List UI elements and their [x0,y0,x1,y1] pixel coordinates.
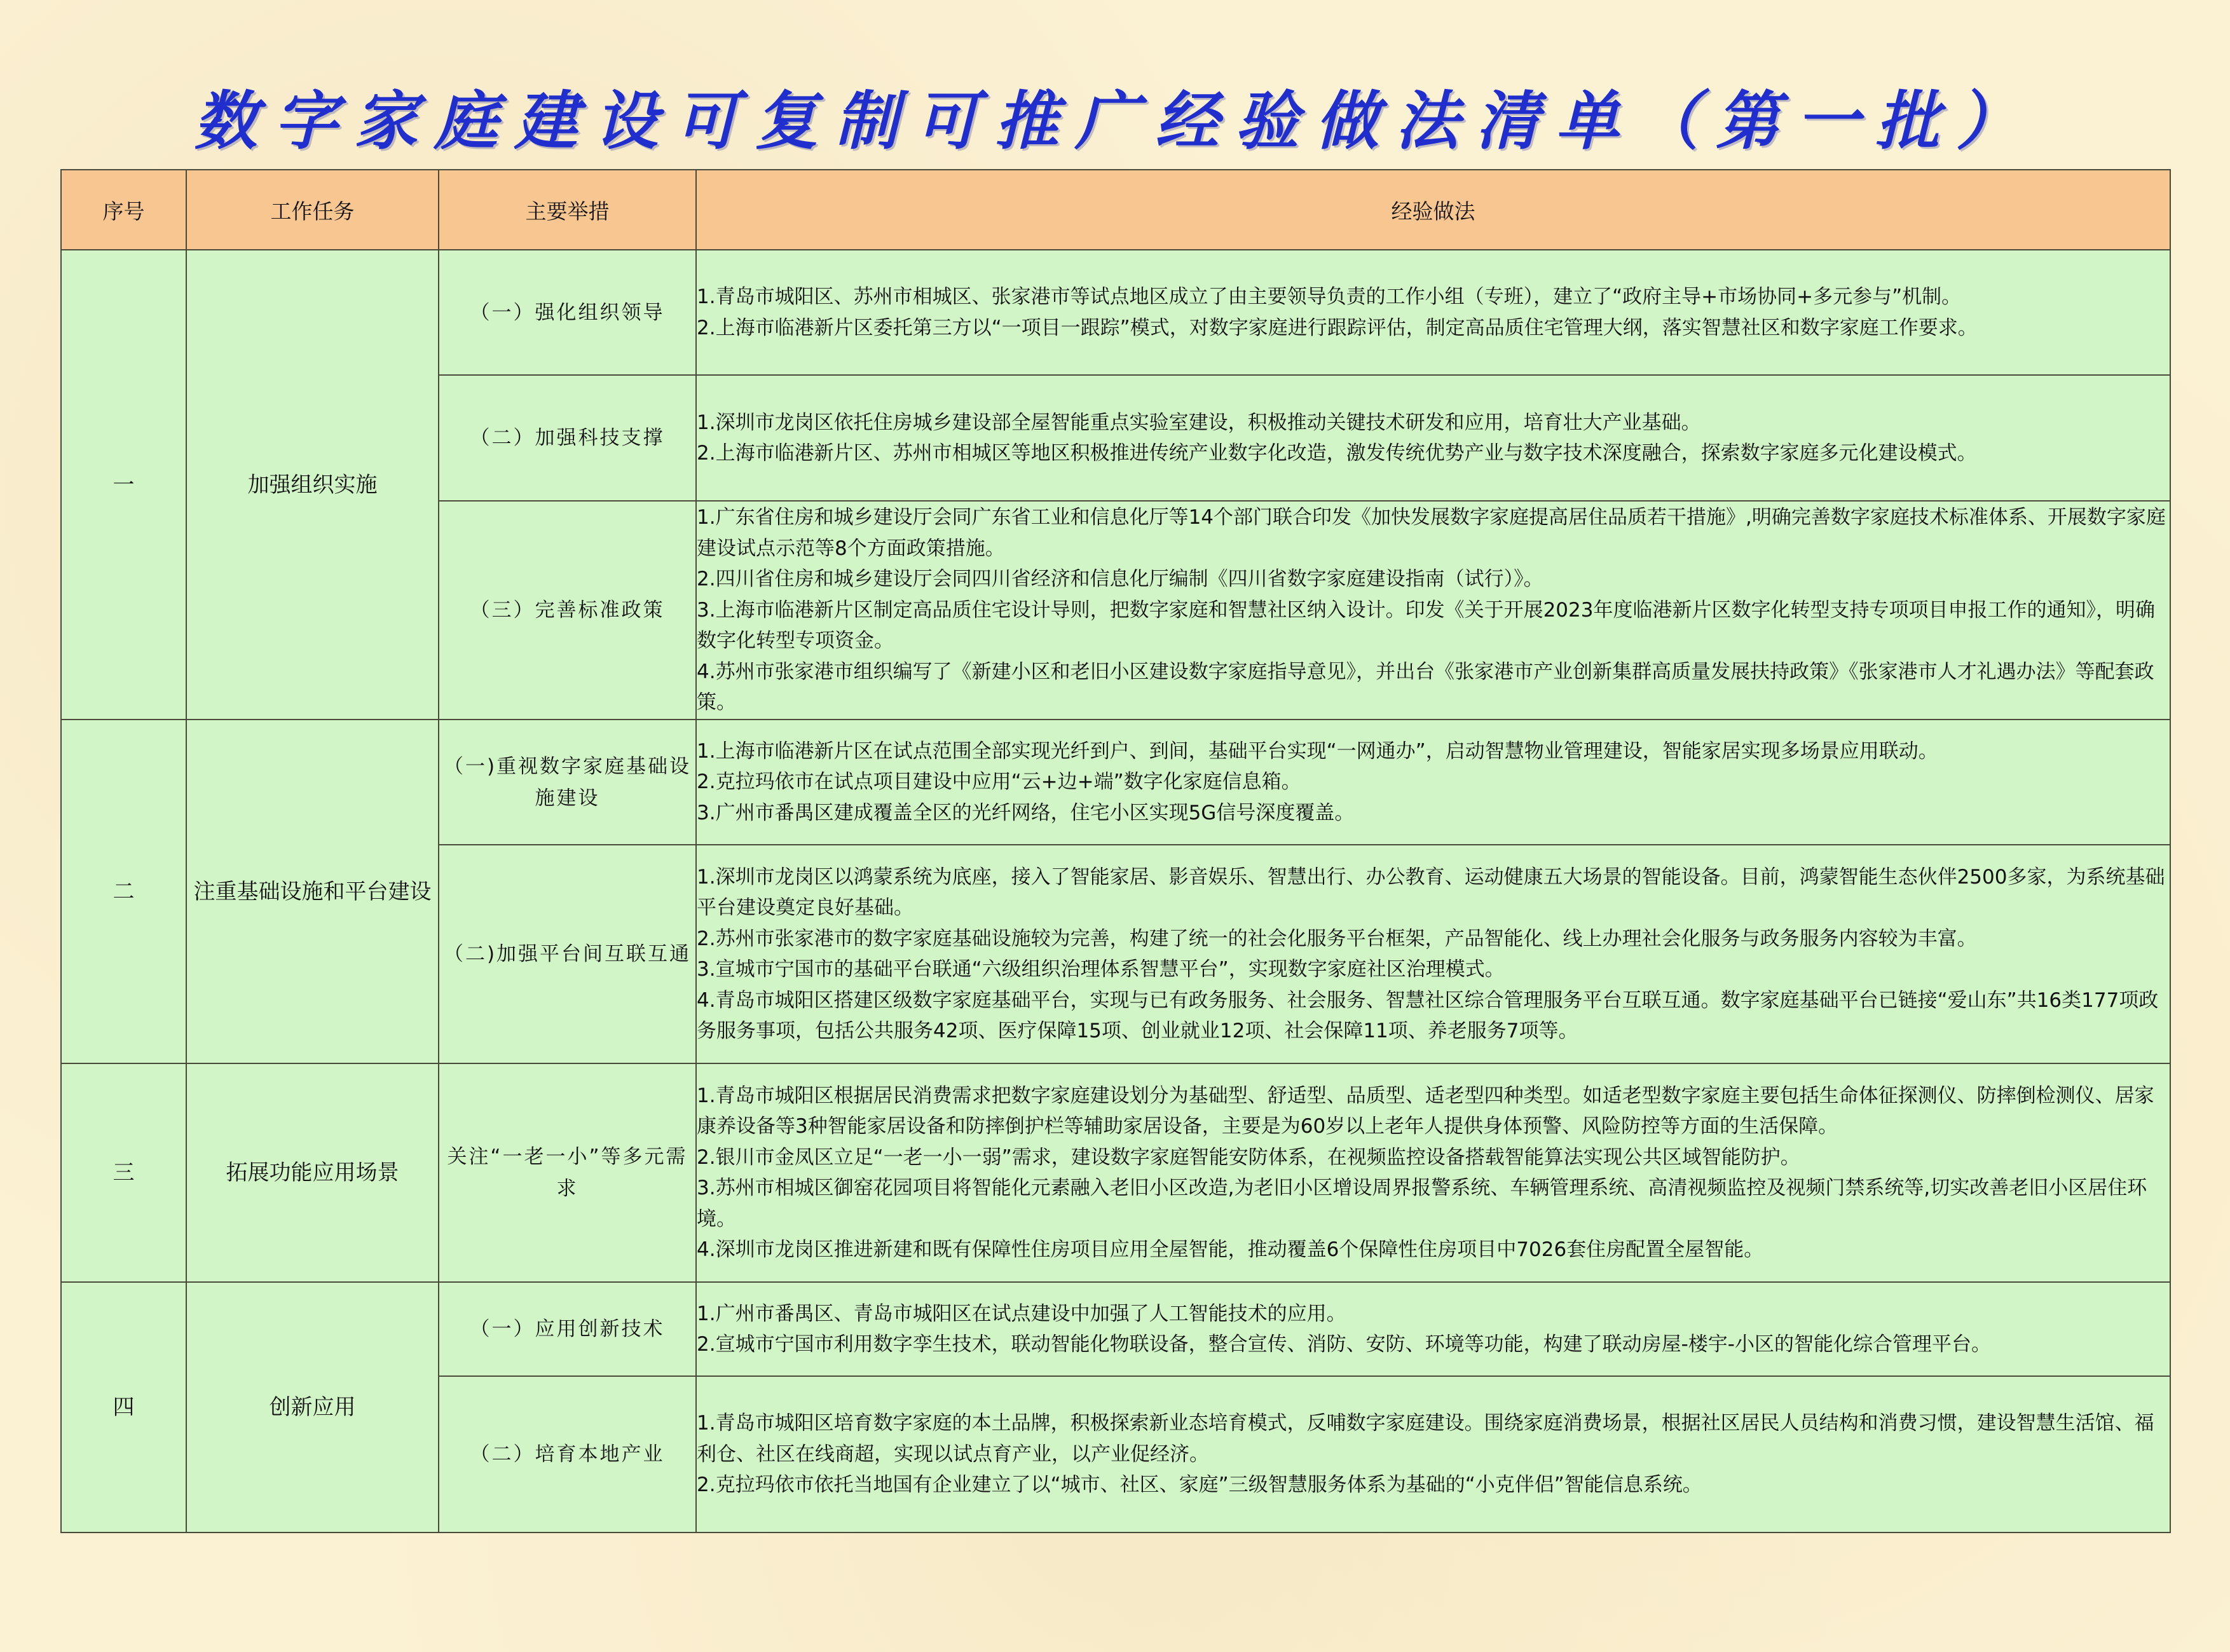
experience-cell [696,501,2170,720]
header-measure: 主要举措 [439,170,696,250]
experience-item: 1.青岛市城阳区、苏州市相城区、张家港市等试点地区成立了由主要领导负责的工作小组（专班），建立了“政府主导+市场协同+多元参与”机制。 [697,285,1962,308]
page-title: 数字家庭建设可复制可推广经验做法清单（第一批） [194,83,2036,158]
experience-item: 1.青岛市城阳区培育数字家庭的本土品牌，积极探索新业态培育模式，反哺数字家庭建设。围绕家庭消费场景，根据社区居民人员结构和消费习惯，建设智慧生活馆、福利仓、社区在线商超，实现以试点育产业，以产业促经济。 [697,1412,2154,1466]
table-row [61,1282,2170,1376]
experience-item: 4.苏州市张家港市组织编写了《新建小区和老旧小区建设数字家庭指导意见》，并出台《张家港市产业创新集群高质量发展扶持政策》《张家港市人才礼遇办法》等配套政策。 [697,660,2154,714]
measure-cell: （三）完善标准政策 [439,501,696,720]
experience-item: 2.上海市临港新片区委托第三方以“一项目一跟踪”模式，对数字家庭进行跟踪评估，制定高品质住宅管理大纲，落实智慧社区和数字家庭工作要求。 [697,316,1978,339]
experience-item: 1.上海市临港新片区在试点范围全部实现光纤到户、到间，基础平台实现“一网通办”，启动智慧物业管理建设，智能家居实现多场景应用联动。 [697,739,1938,763]
header-no: 序号 [61,170,186,250]
table-row [61,720,2170,845]
experience-item: 2.银川市金凤区立足“一老一小一弱”需求，建设数字家庭智能安防体系，在视频监控设备搭载智能算法实现公共区域智能防护。 [697,1145,1800,1169]
experience-cell [696,720,2170,845]
experience-cell [696,845,2170,1063]
measure-cell: （二）培育本地产业 [439,1376,696,1533]
experience-cell [696,1063,2170,1282]
table-row [61,250,2170,375]
experience-cell [696,1376,2170,1533]
experience-cell [696,1282,2170,1376]
experience-item: 3.上海市临港新片区制定高品质住宅设计导则，把数字家庭和智慧社区纳入设计。印发《关于开展2023年度临港新片区数字化转型支持专项项目申报工作的通知》，明确数字化转型专项资金。 [697,598,2155,653]
task-cell: 注重基础设施和平台建设 [186,720,439,1063]
header-experience: 经验做法 [696,170,2170,250]
experience-item: 2.克拉玛依市依托当地国有企业建立了以“城市、社区、家庭”三级智慧服务体系为基础的“小克伴侣”智能信息系统。 [697,1473,1702,1497]
experience-item: 2.宣城市宁国市利用数字孪生技术，联动智能化物联设备，整合宣传、消防、安防、环境等功能，构建了联动房屋-楼宇-小区的智能化综合管理平台。 [697,1333,1991,1356]
measure-cell: 关注“一老一小”等多元需求 [439,1063,696,1282]
experience-item: 4.深圳市龙岗区推进新建和既有保障性住房项目应用全屋智能，推动覆盖6个保障性住房项目中7026套住房配置全屋智能。 [697,1238,1764,1261]
experience-item: 2.四川省住房和城乡建设厅会同四川省经济和信息化厅编制《四川省数字家庭建设指南（试行）》。 [697,568,1543,591]
measure-cell: （一）应用创新技术 [439,1282,696,1376]
table-row [61,1063,2170,1282]
experience-item: 2.苏州市张家港市的数字家庭基础设施较为完善，构建了统一的社会化服务平台框架，产品智能化、线上办理社会化服务与政务服务内容较为丰富。 [697,927,1977,950]
experience-item: 4.青岛市城阳区搭建区级数字家庭基础平台，实现与已有政务服务、社会服务、智慧社区综合管理服务平台互联互通。数字家庭基础平台已链接“爱山东”共16类177项政务服务事项，包括公共服务42项、医疗保障15项、创业就业12项、社会保障11项、养老服务7项等。 [697,988,2159,1042]
row-number: 三 [61,1063,186,1282]
experience-item: 1.广州市番禺区、青岛市城阳区在试点建设中加强了人工智能技术的应用。 [697,1302,1346,1325]
experience-item: 1.深圳市龙岗区依托住房城乡建设部全屋智能重点实验室建设，积极推动关键技术研发和应用，培育壮大产业基础。 [697,411,1701,434]
experience-item: 3.广州市番禺区建成覆盖全区的光纤网络，住宅小区实现5G信号深度覆盖。 [697,801,1355,824]
table-header-row [61,170,2170,250]
measure-cell: （一）强化组织领导 [439,250,696,375]
task-cell: 拓展功能应用场景 [186,1063,439,1282]
experience-item: 1.广东省住房和城乡建设厅会同广东省工业和信息化厅等14个部门联合印发《加快发展数字家庭提高居住品质若干措施》,明确完善数字家庭技术标准体系、开展数字家庭建设试点示范等8个方面政策措施。 [697,506,2166,560]
measure-cell: （二）加强科技支撑 [439,375,696,501]
task-cell: 加强组织实施 [186,250,439,720]
row-number: 二 [61,720,186,1063]
experience-cell [696,375,2170,501]
measure-cell: （二)加强平台间互联互通 [439,845,696,1063]
experience-item: 2.上海市临港新片区、苏州市相城区等地区积极推进传统产业数字化改造，激发传统优势产业与数字技术深度融合，探索数字家庭多元化建设模式。 [697,442,1977,465]
experience-item: 1.青岛市城阳区根据居民消费需求把数字家庭建设划分为基础型、舒适型、品质型、适老型四种类型。如适老型数字家庭主要包括生命体征探测仪、防摔倒检测仪、居家康养设备等3种智能家居设备和防摔倒护栏等辅助家居设备，主要是为60岁以上老年人提供身体预警、风险防控等方面的生活保障。 [697,1084,2154,1138]
experience-table [60,169,2171,1533]
task-cell: 创新应用 [186,1282,439,1533]
experience-item: 3.宣城市宁国市的基础平台联通“六级组织治理体系智慧平台”，实现数字家庭社区治理模式。 [697,958,1505,981]
experience-cell [696,250,2170,375]
header-task: 工作任务 [186,170,439,250]
row-number: 一 [61,250,186,720]
measure-cell: （一)重视数字家庭基础设施建设 [439,720,696,845]
row-number: 四 [61,1282,186,1533]
experience-item: 3.苏州市相城区御窑花园项目将智能化元素融入老旧小区改造,为老旧小区增设周界报警系统、车辆管理系统、高清视频监控及视频门禁系统等,切实改善老旧小区居住环境。 [697,1177,2147,1231]
experience-item: 1.深圳市龙岗区以鸿蒙系统为底座，接入了智能家居、影音娱乐、智慧出行、办公教育、运动健康五大场景的智能设备。目前，鸿蒙智能生态伙伴2500多家，为系统基础平台建设奠定良好基础。 [697,865,2165,919]
experience-item: 2.克拉玛依市在试点项目建设中应用“云+边+端”数字化家庭信息箱。 [697,770,1301,794]
